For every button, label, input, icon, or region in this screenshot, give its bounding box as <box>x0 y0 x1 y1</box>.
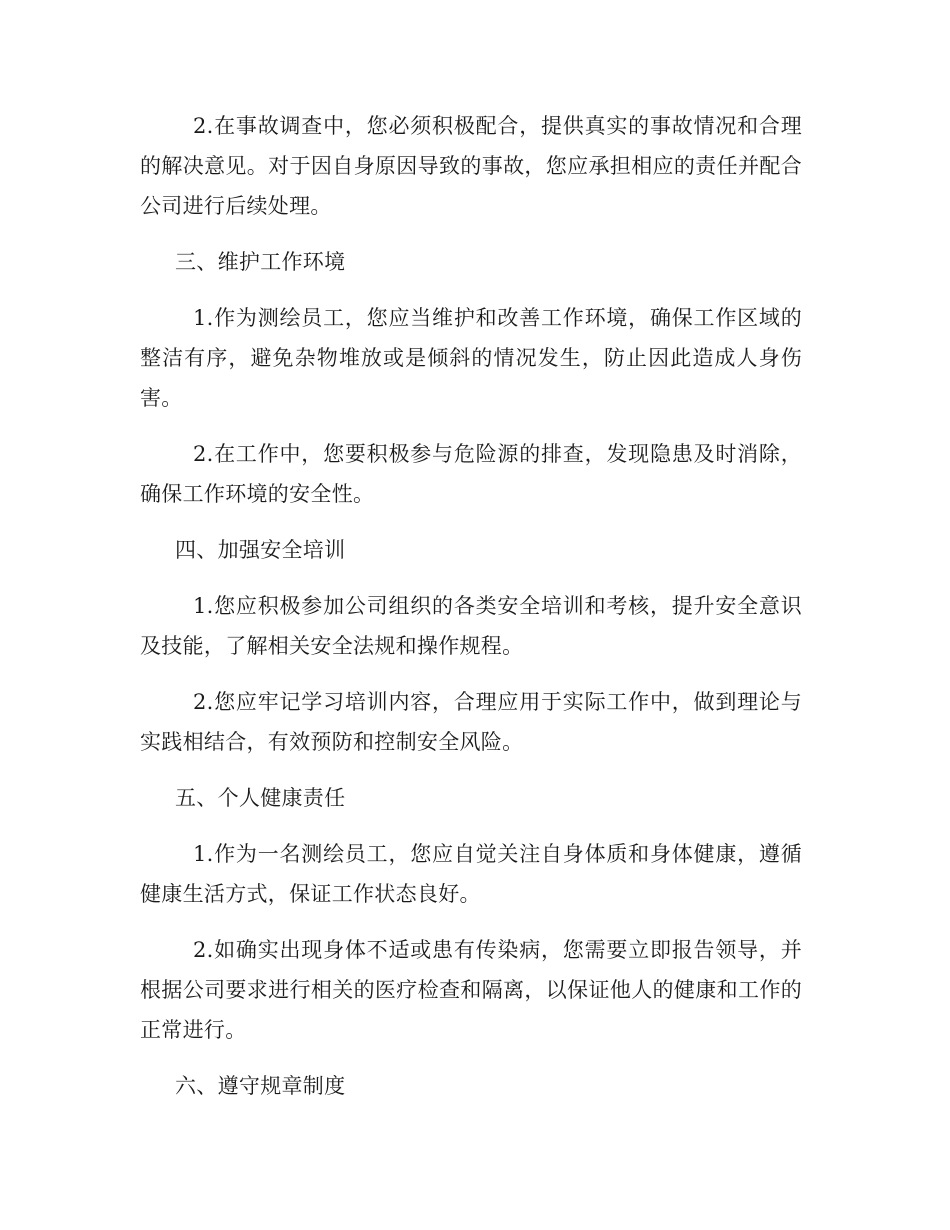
paragraph-apply-training: 2.您应牢记学习培训内容，合理应用于实际工作中，做到理论与实践相结合，有效预防和控制安全风险。 <box>140 690 802 754</box>
document-page <box>140 106 802 1122</box>
paragraph-accident-investigation: 2.在事故调查中，您必须积极配合，提供真实的事故情况和合理的解决意见。对于因自身原因导致的事故，您应承担相应的责任并配合公司进行后续处理。 <box>140 114 802 218</box>
section-heading-personal-health: 五、个人健康责任 <box>175 786 346 810</box>
paragraph-maintain-environment: 1.作为测绘员工，您应当维护和改善工作环境，确保工作区域的整洁有序，避免杂物堆放或是倾斜的情况发生，防止因此造成人身伤害。 <box>140 306 802 410</box>
paragraph-illness-reporting: 2.如确实出现身体不适或患有传染病，您需要立即报告领导，并根据公司要求进行相关的医疗检查和隔离，以保证他人的健康和工作的正常进行。 <box>140 938 802 1042</box>
paragraph-attend-training: 1.您应积极参加公司组织的各类安全培训和考核，提升安全意识及技能，了解相关安全法规和操作规程。 <box>140 594 802 658</box>
section-heading-safety-training: 四、加强安全培训 <box>175 538 346 562</box>
section-heading-work-environment: 三、维护工作环境 <box>175 250 346 274</box>
paragraph-health-awareness: 1.作为一名测绘员工，您应自觉关注自身体质和身体健康，遵循健康生活方式，保证工作状态良好。 <box>140 842 802 906</box>
paragraph-hazard-inspection: 2.在工作中，您要积极参与危险源的排查，发现隐患及时消除，确保工作环境的安全性。 <box>140 442 802 506</box>
section-heading-regulations: 六、遵守规章制度 <box>175 1074 346 1098</box>
